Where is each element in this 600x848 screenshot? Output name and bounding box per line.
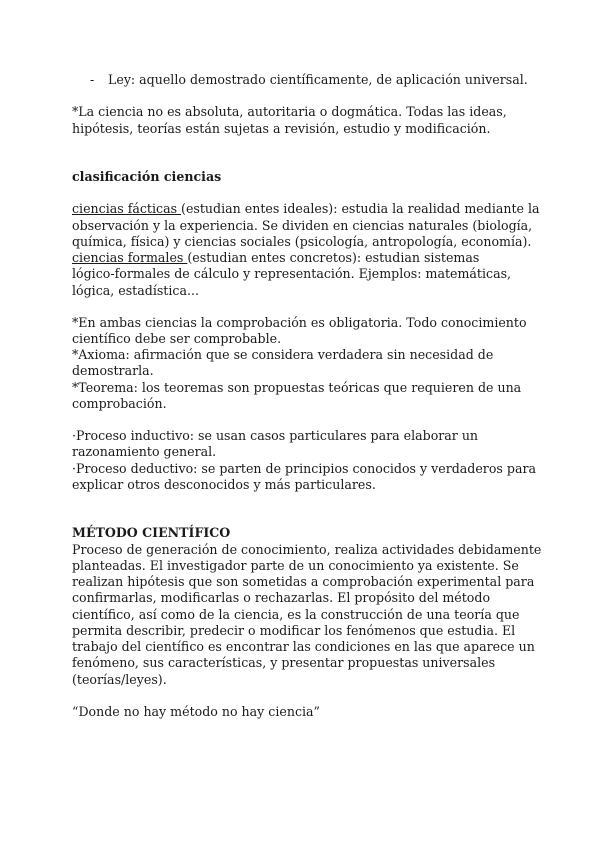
bullet-ley: Ley: aquello demostrado científicamente, de aplicación universal. xyxy=(108,72,528,87)
formales-rest: (estudian entes concretos): estudian sistemas xyxy=(187,250,480,265)
metodo-line: permita describir, predecir o modificar los fenómenos que estudia. El xyxy=(72,623,516,638)
facticas-term: ciencias fácticas xyxy=(72,201,182,216)
metodo-line: realizan hipótesis que son sometidas a comprobación experimental para xyxy=(72,574,535,589)
metodo-line: (teorías/leyes). xyxy=(72,672,167,687)
metodo-line: planteadas. El investigador parte de un conocimiento ya existente. Se xyxy=(72,558,519,573)
formales-line: lógico-formales de cálculo y representación. Ejemplos: matemáticas, xyxy=(72,266,512,281)
proceso-line: razonamiento general. xyxy=(72,444,217,459)
note-line: científico debe ser comprobable. xyxy=(72,331,282,346)
note-ciencia-line: hipótesis, teorías están sujetas a revisión, estudio y modificación. xyxy=(72,121,491,136)
bullet-dash: - xyxy=(90,72,95,87)
facticas-line xyxy=(72,201,540,217)
metodo-line: fenómeno, sus características, y presentar propuestas universales xyxy=(72,655,496,670)
formales-line: lógica, estadística... xyxy=(72,283,199,298)
facticas-line: química, física) y ciencias sociales (psicología, antropología, economía). xyxy=(72,234,532,249)
section-heading-metodo: MÉTODO CIENTÍFICO xyxy=(72,525,231,540)
note-line: comprobación. xyxy=(72,396,167,411)
note-line: *Teorema: los teoremas son propuestas teóricas que requieren de una xyxy=(72,380,522,395)
note-line: *En ambas ciencias la comprobación es obligatoria. Todo conocimiento xyxy=(72,315,527,330)
facticas-rest: (estudian entes ideales): estudia la realidad mediante la xyxy=(181,201,540,216)
metodo-line: confirmarlas, modificarlas o rechazarlas. El propósito del método xyxy=(72,590,491,605)
metodo-line: trabajo del científico es encontrar las condiciones en las que aparece un xyxy=(72,639,535,654)
formales-term: ciencias formales xyxy=(72,250,188,265)
facticas-line: observación y la experiencia. Se dividen en ciencias naturales (biología, xyxy=(72,218,533,233)
formales-line xyxy=(72,250,479,266)
quote: “Donde no hay método no hay ciencia” xyxy=(72,704,320,719)
metodo-line: Proceso de generación de conocimiento, realiza actividades debidamente xyxy=(72,542,542,557)
metodo-line: científico, así como de la ciencia, es la construcción de una teoría que xyxy=(72,607,520,622)
note-line: *Axioma: afirmación que se considera verdadera sin necesidad de xyxy=(72,347,494,362)
note-line: demostrarla. xyxy=(72,363,154,378)
note-ciencia-line: *La ciencia no es absoluta, autoritaria o dogmática. Todas las ideas, xyxy=(72,104,507,119)
proceso-line: ·Proceso inductivo: se usan casos particulares para elaborar un xyxy=(72,428,479,443)
proceso-line: ·Proceso deductivo: se parten de principios conocidos y verdaderos para xyxy=(72,461,536,476)
section-heading-clasificacion: clasificación ciencias xyxy=(72,169,222,184)
proceso-line: explicar otros desconocidos y más particulares. xyxy=(72,477,376,492)
